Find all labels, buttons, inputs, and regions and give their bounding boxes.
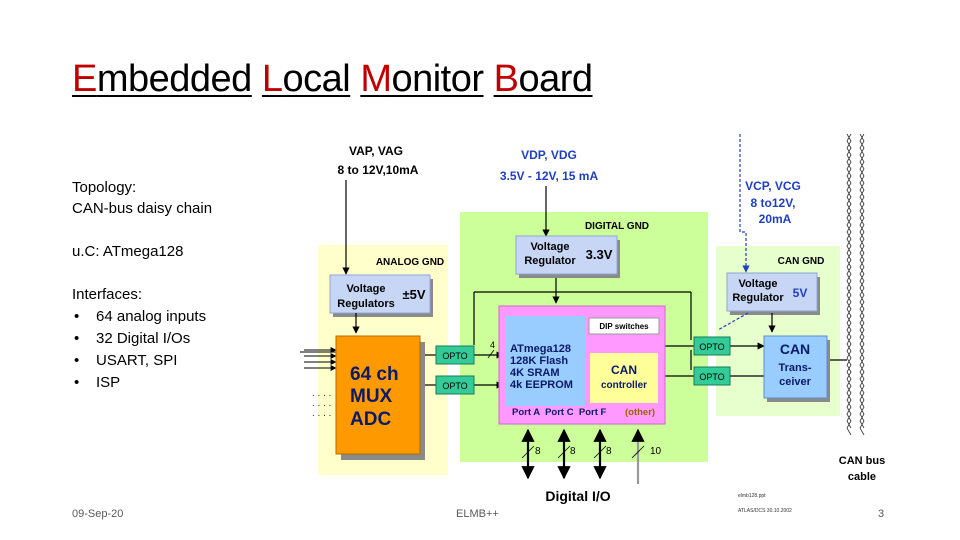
vap-range: 8 to 12V,10mA [337, 163, 419, 177]
uc-text: u.C: ATmega128 [72, 243, 184, 260]
mux-line1: 64 ch [350, 364, 399, 385]
title-cap-1: E [72, 58, 97, 100]
bus-width-10: 10 [650, 446, 662, 457]
can-controller-line1: CAN [611, 363, 637, 377]
interfaces-heading: Interfaces: [72, 286, 143, 303]
footer-center: ELMB++ [456, 508, 499, 520]
vcp-label: VCP, VCG [745, 179, 801, 193]
analog-input-dots: . . . . [312, 408, 332, 419]
opto-label: OPTO [699, 342, 725, 352]
bus-width-8: 8 [570, 446, 576, 457]
opto-label: OPTO [442, 381, 468, 391]
can-controller-line2: controller [600, 380, 648, 391]
vdp-label: VDP, VDG [521, 148, 577, 162]
title-cap-4: B [493, 58, 519, 100]
interface-item: • ISP [72, 372, 206, 394]
bus-width-4: 4 [490, 340, 496, 350]
atmega-line4: 4k EEPROM [510, 379, 573, 391]
interface-item: • 64 analog inputs [72, 306, 206, 328]
vcp-range-1: 8 to12V, [750, 196, 796, 210]
can-bus-cable [847, 134, 864, 435]
topology-text: CAN-bus daisy chain [72, 200, 213, 217]
digital-io-label: Digital I/O [545, 488, 611, 504]
title-cap-3: M [360, 58, 392, 100]
can-transceiver-block [764, 336, 830, 402]
opto-right-top [694, 337, 730, 355]
voltage-regulator-can [727, 273, 820, 315]
can-bus-label-1: CAN bus [838, 455, 886, 467]
atmega-line3: 4K SRAM [510, 367, 560, 379]
mux-line3: ADC [350, 409, 392, 430]
vreg-can-voltage: 5V [792, 286, 808, 300]
dip-switches-label: DIP switches [599, 322, 649, 331]
microcontroller-block [499, 306, 665, 424]
analog-gnd-label: ANALOG GND [375, 257, 445, 268]
vap-label: VAP, VAG [348, 144, 404, 158]
interface-item: • USART, SPI [72, 350, 206, 372]
atmega-line2: 128K Flash [510, 355, 569, 367]
title-cap-2: L [261, 58, 283, 100]
title-rest-1: mbedded [96, 58, 252, 100]
interface-item: • 32 Digital I/Os [72, 328, 206, 350]
file-note-1: elmb128.ppt [738, 493, 766, 499]
analog-input-dots: . . . . [312, 388, 332, 399]
mux-adc-block [336, 336, 425, 460]
title-rest-2: ocal [282, 58, 351, 100]
vcp-range-2: 20mA [758, 212, 792, 226]
vreg-a-voltage: ±5V [402, 287, 426, 302]
digital-gnd-label: DIGITAL GND [584, 221, 650, 232]
vreg-33-voltage: 3.3V [585, 247, 613, 262]
vreg-can-line1: Voltage [738, 278, 778, 290]
file-note-2: ATLAS/DCS 30.10.2002 [738, 508, 792, 514]
voltage-regulators-analog [330, 275, 433, 317]
vreg-can-line2: Regulator [732, 292, 784, 304]
opto-label: OPTO [442, 351, 468, 361]
atmega-line1: ATmega128 [510, 343, 571, 355]
vreg-33-line1: Voltage [530, 241, 570, 253]
title-rest-4: oard [518, 58, 593, 100]
can-gnd-label: CAN GND [777, 256, 825, 267]
title-rest-3: onitor [391, 58, 484, 100]
other-port-label: (other) [625, 407, 656, 418]
vreg-a-line2: Regulators [337, 298, 395, 310]
mux-line2: MUX [350, 386, 393, 407]
vdp-range: 3.5V - 12V, 15 mA [499, 169, 599, 183]
bus-width-8: 8 [606, 446, 612, 457]
ports-label: Port A Port C Port F [512, 407, 607, 418]
analog-input-dots: . . . . [312, 398, 332, 409]
can-bus-label-2: cable [847, 471, 877, 483]
can-transceiver-line1: CAN [779, 341, 811, 357]
opto-label: OPTO [699, 372, 725, 382]
can-transceiver-line2: Trans- [778, 362, 812, 374]
bus-width-8: 8 [535, 446, 541, 457]
opto-left-top [436, 346, 474, 364]
vreg-33-line2: Regulator [524, 255, 576, 267]
voltage-regulator-3v3 [516, 236, 620, 278]
footer-date: 09-Sep-20 [72, 508, 124, 520]
opto-left-bottom [436, 376, 474, 394]
vreg-a-line1: Voltage [346, 283, 386, 295]
opto-right-bottom [694, 367, 730, 385]
topology-heading: Topology: [72, 179, 137, 196]
can-transceiver-line3: ceiver [779, 376, 811, 388]
footer-page-number: 3 [878, 508, 885, 520]
